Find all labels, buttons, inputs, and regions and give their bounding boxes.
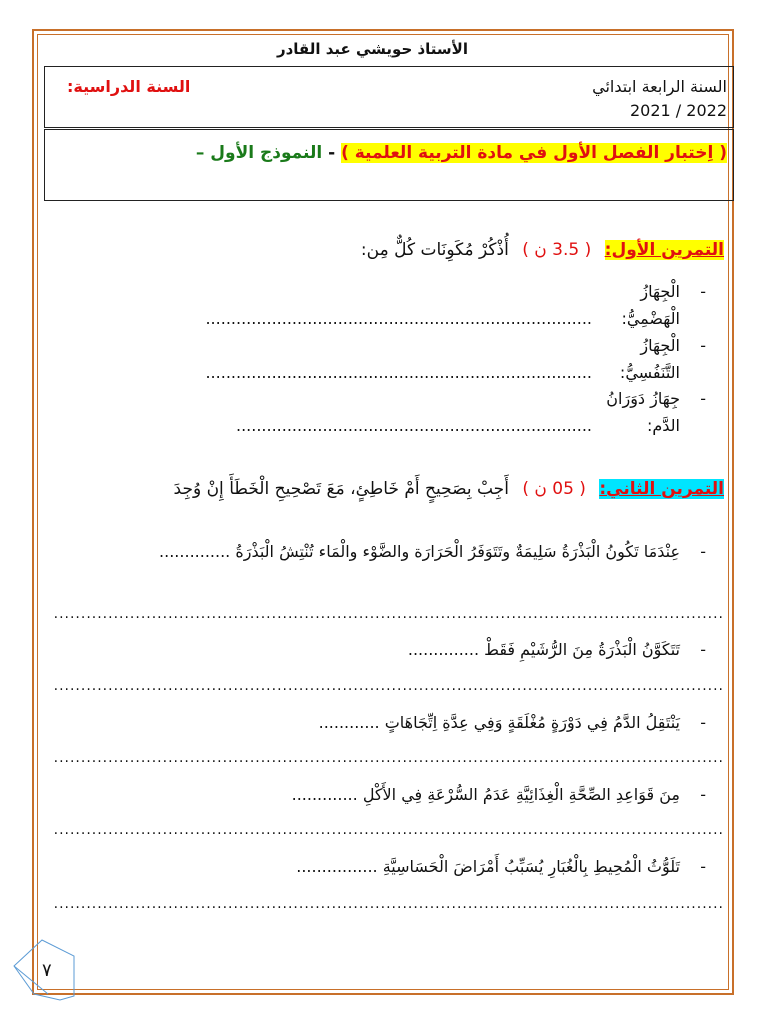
bullet: - <box>700 282 706 301</box>
bullet: - <box>700 857 706 876</box>
bullet: - <box>700 542 706 561</box>
exercise1-title: التمرين الأول: <box>604 240 724 260</box>
model-label: النموذج الأول – <box>195 143 323 163</box>
title-dash: - <box>322 143 342 163</box>
exercise2-title: التمرين الثاني: <box>599 479 724 499</box>
ex2-statement: عِنْدَمَا تَكُونُ الْبَذْرَةُ سَلِيمَةٌ وتَتَوَفَرُ الْحَرَارَة والضَّوْء والْمَاء تُنْتِشُ الْبَذْرَةُ .............. <box>159 542 680 561</box>
answer-line: ........................................................................................................................... <box>53 750 724 766</box>
ex2-statement: تَتَكَوَّنُ الْبَذْرَةُ مِنَ الرُّشَيْمِ فَقَطْ .............. <box>407 640 680 659</box>
academic-year: 2021 / 2022 <box>630 101 727 120</box>
ex1-item-label: الْجِهَازُ الْهَضْمِيُّ: <box>621 282 680 328</box>
ex1-item-label: الْجِهَازُ التَّنَفُسِيُّ: <box>619 336 680 382</box>
exercise2-instruction: أَجِبْ بِصَحِيحٍ أَمْ خَاطِئٍ، مَعَ تَصْحِيحِ الْخَطَأَ إِنْ وُجِدَ <box>173 479 509 499</box>
answer-line: ........................................................................................................................... <box>53 822 724 838</box>
exam-title-box <box>44 129 734 201</box>
ex1-item-label: جِهَازُ دَوَرَانُ الدَّم: <box>606 389 680 435</box>
exercise1-heading <box>361 240 724 260</box>
answer-line: ........................................................................................................................... <box>53 606 724 622</box>
bullet: - <box>700 640 706 659</box>
exercise1-points: ( 3.5 ن ) <box>522 240 592 260</box>
ex2-statement: يَنْتَقِلُ الدَّمُ فِي دَوْرَةٍ مُغْلَقَةٍ وَفِي عِدَّةِ اِتِّجَاهَاتٍ ............ <box>318 713 680 732</box>
ex2-statement: مِنَ قَوَاعِدِ الصِّحَّةِ الْغِذَائِيَّةِ عَدَمُ السُّرْعَةِ فِي الأَكْلِ ............. <box>291 785 680 804</box>
answer-line: ........................................................................................................................... <box>53 896 724 912</box>
exercise1-instruction: أُذْكُرْ مُكَوِنَات كُلٌّ مِن: <box>360 240 509 260</box>
ex2-statement: تَلَوُّثُ الْمُحِيطِ بِالْغُبَارِ يُسَبِّبُ أَمْرَاضَ الْحَسَاسِيَّةِ ................ <box>296 857 680 876</box>
bullet: - <box>700 336 706 355</box>
header-box <box>44 66 734 128</box>
teacher-name: الأستاذ حويشي عبد القادر <box>276 40 468 58</box>
exam-title: ( اِختبار الفصل الأول في مادة التربية العلمية ) <box>341 143 727 163</box>
ex1-item-dots: ............................................................................ <box>205 363 592 382</box>
bullet: - <box>700 785 706 804</box>
school-year-label: السنة الدراسية: <box>67 77 191 96</box>
answer-line: ........................................................................................................................... <box>53 678 724 694</box>
ex1-item-dots: ...................................................................... <box>235 416 592 435</box>
grade-label: السنة الرابعة ابتدائي <box>592 77 727 96</box>
exercise2-heading <box>48 474 724 504</box>
bullet: - <box>700 713 706 732</box>
ex1-item-dots: ............................................................................ <box>205 309 592 328</box>
page-number: ٧ <box>42 960 52 981</box>
exercise2-points: ( 05 ن ) <box>522 479 586 499</box>
bullet: - <box>700 389 706 408</box>
